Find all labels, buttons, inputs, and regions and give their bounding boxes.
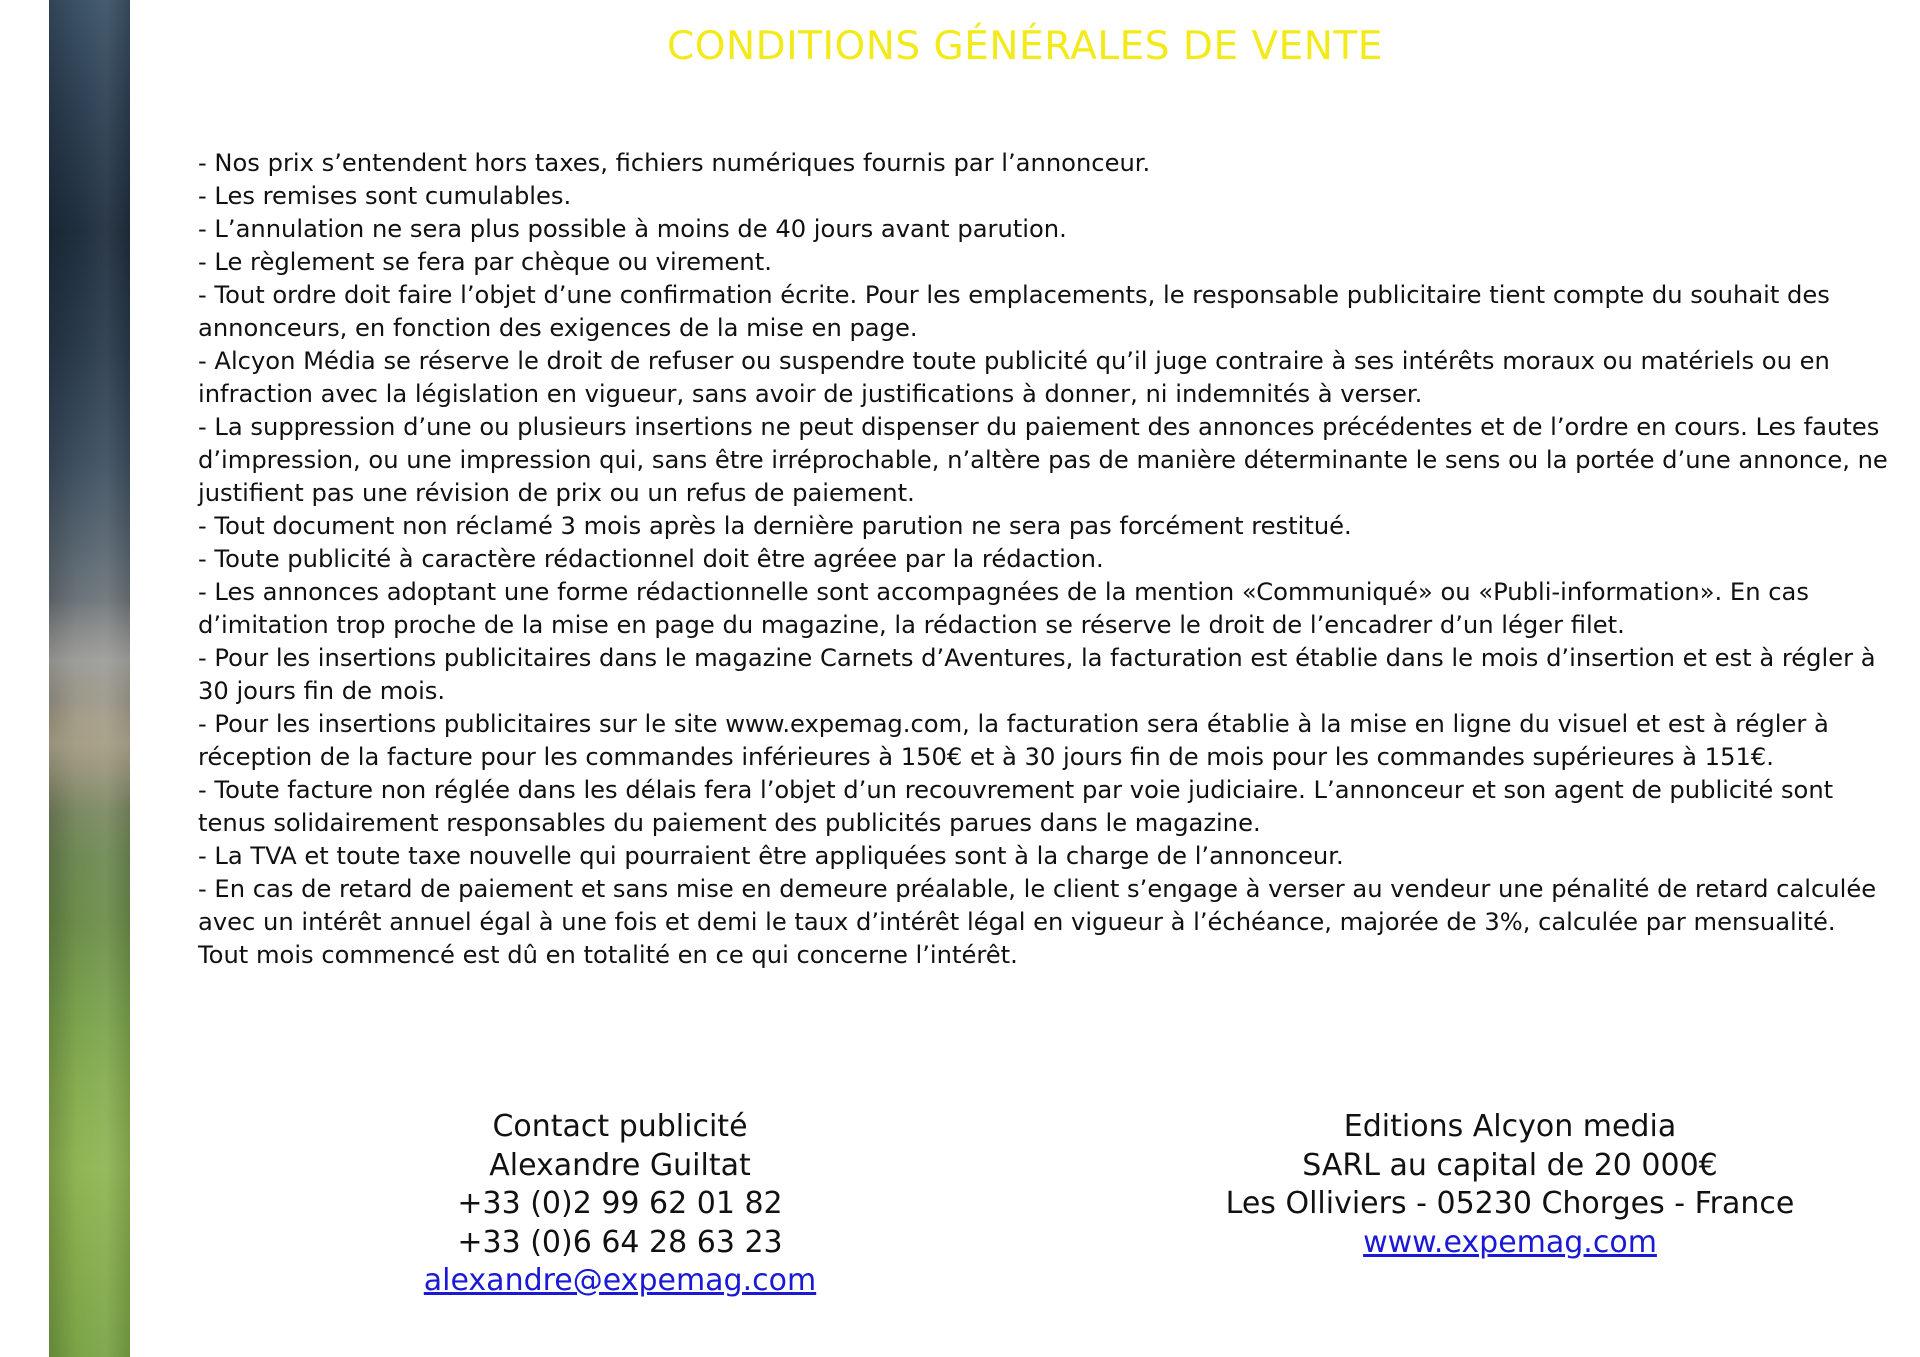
condition-item: - Tout document non réclamé 3 mois après la dernière parution ne sera pas forcément restitué. bbox=[198, 512, 1352, 540]
publisher-name: Editions Alcyon media bbox=[1343, 1109, 1677, 1144]
landscape-strip bbox=[49, 0, 130, 1357]
publisher-website-link[interactable]: www.expemag.com bbox=[1363, 1224, 1657, 1260]
condition-item: - Les annonces adoptant une forme rédactionnelle sont accompagnées de la mention «Communiqué» ou «Publi-information». En cas d’imitation trop proche de la mise en page du magazine, la rédaction se réserve le droit de l’encadrer d’un léger filet. bbox=[198, 578, 1809, 639]
publisher-legal: SARL au capital de 20 000€ bbox=[1302, 1147, 1718, 1183]
conditions-list bbox=[198, 147, 1888, 972]
condition-item: - Alcyon Média se réserve le droit de refuser ou suspendre toute publicité qu’il juge contraire à ses intérêts moraux ou matériels ou en infraction avec la législation en vigueur, sans avoir de justifications à donner, ni indemnités à verser. bbox=[198, 347, 1830, 408]
contact-email-link[interactable]: alexandre@expemag.com bbox=[423, 1263, 817, 1298]
condition-item: - Pour les insertions publicitaires sur le site www.expemag.com, la facturation sera établie à la mise en ligne du visuel et est à régler à réception de la facture pour les commandes inférieures à 150€ et à 30 jours fin de mois pour les commandes supérieures à 151€. bbox=[198, 710, 1829, 771]
condition-item: - Toute publicité à caractère rédactionnel doit être agréee par la rédaction. bbox=[198, 545, 1104, 573]
condition-item: - Toute facture non réglée dans les délais fera l’objet d’un recouvrement par voie judiciaire. L’annonceur et son agent de publicité sont tenus solidairement responsables du paiement des publicités parues dans le magazine. bbox=[198, 776, 1834, 837]
condition-item: - Le règlement se fera par chèque ou virement. bbox=[198, 248, 772, 276]
condition-item: - En cas de retard de paiement et sans mise en demeure préalable, le client s’engage à verser au vendeur une pénalité de retard calculée avec un intérêt annuel égal à une fois et demi le taux d’intérêt légal en vigueur à l’échéance, majorée de 3%, calculée par mensualité. Tout mois commencé est dû en totalité en ce qui concerne l’intérêt. bbox=[198, 875, 1877, 969]
condition-item: - L’annulation ne sera plus possible à moins de 40 jours avant parution. bbox=[198, 215, 1067, 243]
publisher-info bbox=[1180, 1108, 1840, 1262]
contact-phone-1: +33 (0)2 99 62 01 82 bbox=[457, 1186, 783, 1221]
advertising-contact bbox=[410, 1108, 830, 1301]
contact-phone-2: +33 (0)6 64 28 63 23 bbox=[457, 1224, 783, 1260]
condition-item: - Les remises sont cumulables. bbox=[198, 182, 572, 210]
landscape-hill bbox=[49, 700, 130, 810]
condition-item: - Nos prix s’entendent hors taxes, fichiers numériques fournis par l’annonceur. bbox=[198, 149, 1151, 177]
publisher-address: Les Olliviers - 05230 Chorges - France bbox=[1225, 1186, 1795, 1221]
condition-item: - Pour les insertions publicitaires dans le magazine Carnets d’Aventures, la facturation est établie dans le mois d’insertion et est à régler à 30 jours fin de mois. bbox=[198, 644, 1876, 705]
contact-name: Alexandre Guiltat bbox=[489, 1147, 751, 1183]
condition-item: - La TVA et toute taxe nouvelle qui pourraient être appliquées sont à la charge de l’annonceur. bbox=[198, 842, 1344, 870]
condition-item: - Tout ordre doit faire l’objet d’une confirmation écrite. Pour les emplacements, le responsable publicitaire tient compte du souhait des annonceurs, en fonction des exigences de la mise en page. bbox=[198, 281, 1830, 342]
page-title: CONDITIONS GÉNÉRALES DE VENTE bbox=[667, 24, 1383, 69]
condition-item: - La suppression d’une ou plusieurs insertions ne peut dispenser du paiement des annonces précédentes et de l’ordre en cours. Les fautes d’impression, ou une impression qui, sans être irréprochable, n’altère pas de manière déterminante le sens ou la portée d’une annonce, ne justifient pas une révision de prix ou un refus de paiement. bbox=[198, 413, 1888, 507]
contact-heading: Contact publicité bbox=[492, 1109, 748, 1144]
